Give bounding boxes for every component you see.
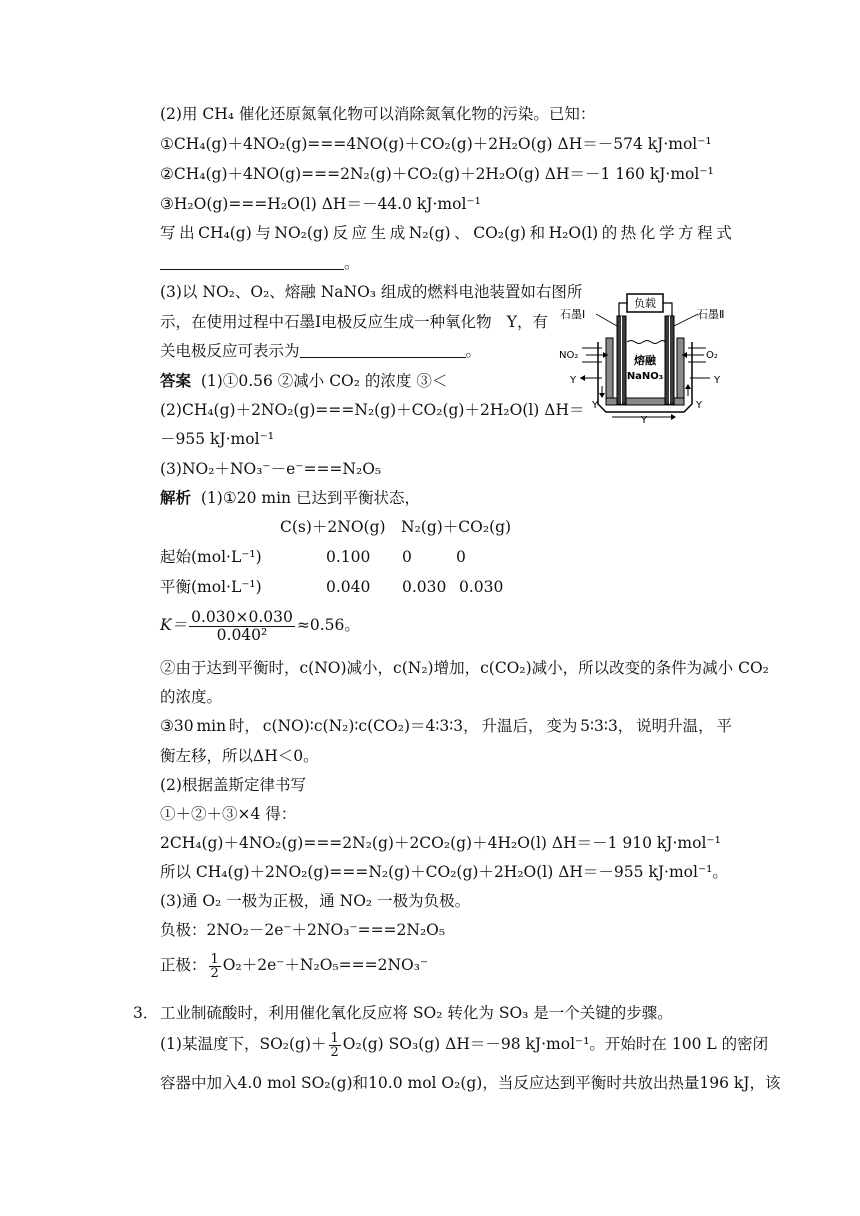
answer-line-1: 答案 (1)①0.56 ②减小 CO₂ 的浓度 ③＜ <box>160 371 448 390</box>
row-equilibrium-c: 0.040 <box>326 578 371 596</box>
o2-label: O₂ <box>706 350 718 361</box>
reaction-right: N₂(g)＋CO₂(g) <box>401 518 512 536</box>
analysis-s2-line-2: ①＋②＋③×4 得： <box>160 805 297 823</box>
k-expression: K＝ $\frac{0.030\times 0.030}{\text{0.040²}}$ ≈0.56。 <box>160 607 360 644</box>
row-initial-co2: 0 <box>456 548 466 566</box>
negative-electrode-equation: 负极：2NO₂－2e⁻＋2NO₃⁻===2N₂O₅ <box>160 921 446 939</box>
p3-line-1: (3)以 NO₂、O₂、熔融 NaNO₃ 组成的燃料电池装置如右图所 <box>160 283 583 301</box>
no2-label: NO₂ <box>559 350 579 361</box>
answer-line-2: (2)CH₄(g)＋2NO₂(g)===N₂(g)＋CO₂(g)＋2H₂O(l) ΔH＝ <box>160 401 585 419</box>
analysis-s3-line-1: (3)通 O₂ 一极为正极，通 NO₂ 一极为负极。 <box>160 892 471 910</box>
positive-electrode-equation: 正极： $\frac{1}{2}$ O₂＋2e⁻＋N₂O₅===2NO₃⁻ <box>160 951 429 981</box>
row-initial-n2: 0 <box>402 548 412 566</box>
p2-intro: (2)用 CH₄ 催化还原氮氧化物可以消除氮氧化物的污染。已知： <box>160 105 596 123</box>
row-initial-c: 0.100 <box>326 548 371 566</box>
question-3-intro: 工业制硫酸时，利用催化氧化反应将 SO₂ 转化为 SO₃ 是一个关键的步骤。 <box>160 1004 673 1022</box>
analysis-line-1: 解析 (1)①20 min 已达到平衡状态， <box>160 488 420 507</box>
equilibrium-table <box>160 516 720 606</box>
k-fraction: $\frac{0.030\times 0.030}{\text{0.040²}}$ <box>191 607 293 644</box>
p3-line-3: 关电极反应可表示为 。 <box>160 342 482 360</box>
half-fraction: $\frac{1}{2}$ <box>210 951 219 981</box>
analysis-s2-line-4: 所以 CH₄(g)＋2NO₂(g)===N₂(g)＋CO₂(g)＋2H₂O(l) ΔH＝－955 kJ·mol⁻¹。 <box>160 863 728 881</box>
answer-label: 答案 <box>160 371 192 390</box>
y-label-left: Y <box>570 375 577 386</box>
equation-3: ③H₂O(g)===H₂O(l) ΔH＝－44.0 kJ·mol⁻¹ <box>160 195 481 213</box>
y-label-right: Y <box>714 375 721 386</box>
melt-label: 熔融 <box>634 354 656 367</box>
y-label-bottom-left: Y <box>592 400 599 411</box>
graphite-2-label: 石墨Ⅱ <box>697 308 725 321</box>
equation-1: ①CH₄(g)＋4NO₂(g)===4NO(g)＋CO₂(g)＋2H₂O(g) ΔH＝－574 kJ·mol⁻¹ <box>160 135 712 153</box>
load-label: 负载 <box>634 297 656 310</box>
blank-line <box>160 253 344 270</box>
analysis-s2-line-1: (2)根据盖斯定律书写 <box>160 776 306 794</box>
half-fraction-q3: $\frac{1}{2}$ <box>330 1030 339 1060</box>
analysis-p3-line-1: ③30 min 时， c(NO)∶c(N₂)∶c(CO₂)＝4∶3∶3， 升温后， 变为 5∶3∶3， 说明升温， 平 <box>160 717 732 735</box>
reaction-left: C(s)＋2NO(g) <box>280 518 386 536</box>
answer-line-3: －955 kJ·mol⁻¹ <box>160 430 274 448</box>
nano3-label: NaNO₃ <box>626 371 664 382</box>
analysis-s2-line-3: 2CH₄(g)＋4NO₂(g)===2N₂(g)＋2CO₂(g)＋4H₂O(l) ΔH＝－1 910 kJ·mol⁻¹ <box>160 834 721 852</box>
answer-line-4: (3)NO₂＋NO₃⁻－e⁻===N₂O₅ <box>160 460 382 478</box>
p2-task: 写 出 CH₄(g) 与 NO₂(g) 反 应 生 成 N₂(g) 、 CO₂(g) 和 H₂O(l) 的 热 化 学 方 程 式 <box>160 224 732 242</box>
question-3-line-2: 容器中加入 4.0 mol SO₂(g)和 10.0 mol O₂(g)， 当反应达到平衡时共放出热量 196 kJ， 该 <box>160 1074 781 1092</box>
analysis-label: 解析 <box>160 488 192 507</box>
question-3-line-1: (1)某温度下，SO₂(g)＋ $\frac{1}{2}$ O₂(g) SO₃(g) ΔH＝－98 kJ·mol⁻¹。开始时在 100 L 的密闭 <box>160 1030 769 1060</box>
p2-answer-blank: 。 <box>160 252 360 274</box>
analysis-p2-line-2: 的浓度。 <box>160 688 223 706</box>
row-equilibrium-n2: 0.030 <box>402 578 447 596</box>
analysis-p3-line-2: 衡左移，所以ΔH＜0。 <box>160 747 319 765</box>
row-initial-label: 起始(mol·L⁻¹) <box>160 548 262 566</box>
y-label-bottom: Y <box>641 415 648 426</box>
y-label-bottom-right: Y <box>696 400 703 411</box>
row-equilibrium-co2: 0.030 <box>459 578 504 596</box>
graphite-1-label: 石墨Ⅰ <box>560 308 586 321</box>
equation-2: ②CH₄(g)＋4NO(g)===2N₂(g)＋CO₂(g)＋2H₂O(g) ΔH＝－1 160 kJ·mol⁻¹ <box>160 165 714 183</box>
row-equilibrium-label: 平衡(mol·L⁻¹) <box>160 578 262 596</box>
blank-line <box>300 341 466 358</box>
analysis-p2-line-1: ②由于达到平衡时，c(NO)减小，c(N₂)增加，c(CO₂)减小，所以改变的条件为减小 CO₂ <box>160 659 769 677</box>
question-3-number: 3． <box>133 1004 159 1022</box>
p3-line-2: 示，在使用过程中石墨Ⅰ电极反应生成一种氧化物 Y，有 <box>160 313 548 331</box>
